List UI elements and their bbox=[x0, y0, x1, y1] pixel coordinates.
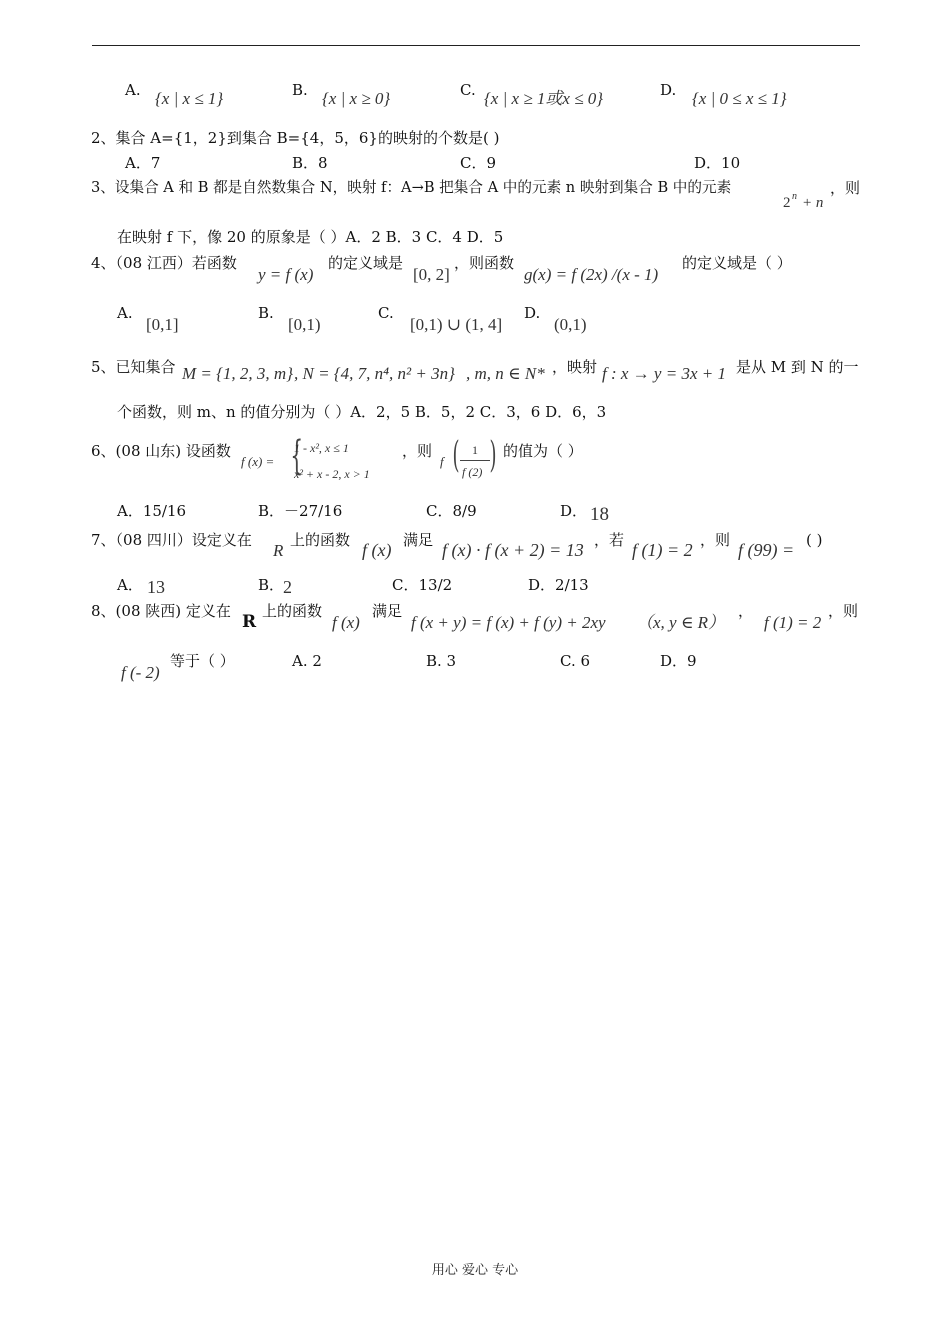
q7-then: ，则 bbox=[700, 531, 731, 549]
q8-equation: f (x + y) = f (x) + f (y) + 2xy bbox=[411, 613, 606, 632]
page-footer: 用心 爱心 专心 bbox=[431, 1263, 519, 1278]
q1-option-b-label: B. bbox=[292, 81, 308, 99]
q1-option-c-value: {x | x ≥ 1或x ≤ 0} bbox=[484, 89, 604, 108]
q6-option-d-label: D． bbox=[560, 502, 588, 520]
q7-option-d: D．2/13 bbox=[528, 576, 589, 594]
q5-set-m: M = {1, 2, 3, m} bbox=[182, 364, 294, 383]
q6-option-d-value: 18 bbox=[590, 504, 609, 525]
q7-answer-paren: ( ) bbox=[806, 531, 823, 549]
q4-option-c-label: C. bbox=[378, 304, 394, 322]
q4-question-end: 的定义域是（ ） bbox=[682, 254, 792, 272]
q4-function-f: y = f (x) bbox=[258, 265, 314, 284]
q6-case-1: 1 - x², x ≤ 1 bbox=[294, 441, 349, 455]
q8-given: f (1) = 2 bbox=[764, 613, 822, 632]
q2-option-d: D．10 bbox=[694, 154, 741, 172]
q7-option-b-label: B． bbox=[258, 576, 285, 594]
q8-ask-end: 等于（ ） bbox=[170, 652, 235, 670]
q4-option-d-label: D. bbox=[524, 304, 541, 322]
q8-prefix: 8、(08 陕西) 定义在 bbox=[91, 602, 231, 620]
q4-prefix: 4、（08 江西）若函数 bbox=[91, 254, 237, 272]
q8-fx: f (x) bbox=[332, 613, 360, 632]
q7-if: ，若 bbox=[594, 531, 625, 549]
q6-fraction-bar bbox=[460, 460, 490, 461]
q8-ask: f (- 2) bbox=[121, 663, 160, 682]
q8-option-a: A. 2 bbox=[292, 652, 322, 670]
q3-stem-line1: 3、设集合 A 和 B 都是自然数集合 N，映射 f：A→B 把集合 A 中的元素 n 映射到集合 B 中的元素 bbox=[91, 179, 732, 196]
q4-option-a-label: A. bbox=[117, 304, 133, 322]
q6-fx: f (x) = bbox=[241, 454, 275, 469]
q7-equation: f (x) · f (x + 2) = 13 bbox=[442, 540, 584, 560]
q1-option-c-label: C. bbox=[460, 81, 476, 99]
q5-map-label: ，映射 bbox=[552, 358, 598, 376]
q4-domain-label: 的定义域是 bbox=[328, 254, 404, 272]
q3-expr-tail: + n bbox=[802, 195, 824, 211]
q6-outer-f: f bbox=[440, 454, 444, 469]
q6-left-paren: ( bbox=[452, 435, 460, 476]
q7-option-c: C．13/2 bbox=[392, 576, 453, 594]
q4-option-d-value: (0,1) bbox=[554, 315, 587, 334]
q5-condition: , m, n ∈ N* bbox=[466, 364, 545, 383]
q6-option-c: C．8/9 bbox=[426, 502, 477, 520]
q6-option-a: A．15/16 bbox=[117, 502, 187, 520]
q7-real-set: R bbox=[273, 541, 284, 560]
q7-ask: f (99) = bbox=[738, 540, 795, 560]
q1-option-d-value: {x | 0 ≤ x ≤ 1} bbox=[692, 89, 787, 108]
q4-function-g: g(x) = f (2x) /(x - 1) bbox=[524, 265, 659, 284]
q3-expr-base: 2 bbox=[783, 195, 791, 211]
q7-condition: f (1) = 2 bbox=[632, 540, 693, 560]
q8-option-b: B. 3 bbox=[426, 652, 457, 670]
q1-option-a-label: A. bbox=[125, 81, 141, 99]
q1-option-b-value: {x | x ≥ 0} bbox=[322, 89, 391, 108]
q2-option-a: A．7 bbox=[125, 154, 161, 172]
q5-prefix: 5、已知集合 bbox=[91, 358, 176, 376]
q3-stem-line2: 在映射 f 下，像 20 的原象是（ ）A．2 B．3 C．4 D．5 bbox=[117, 228, 504, 246]
q6-question-end: 的值为（ ） bbox=[503, 442, 583, 460]
q4-option-b-label: B. bbox=[258, 304, 274, 322]
q4-option-b-value: [0,1) bbox=[288, 315, 321, 334]
q8-option-c: C. 6 bbox=[560, 652, 591, 670]
q5-map: f : x → y = 3x + 1 bbox=[602, 364, 726, 383]
q6-brace: { bbox=[290, 433, 304, 479]
q1-option-d-label: D. bbox=[660, 81, 677, 99]
q6-fraction-den: f (2) bbox=[462, 465, 483, 479]
q7-fx: f (x) bbox=[362, 540, 392, 560]
q7-function-label: 上的函数 bbox=[290, 531, 351, 549]
q8-option-d: D．9 bbox=[660, 652, 697, 670]
q4-option-a-value: [0,1] bbox=[146, 315, 179, 334]
q6-option-b: B．－27/16 bbox=[258, 502, 343, 520]
q1-option-a-value: {x | x ≤ 1} bbox=[155, 89, 224, 108]
q6-case-2: x² + x - 2, x > 1 bbox=[294, 467, 370, 481]
q6-right-paren: ) bbox=[489, 435, 497, 476]
q7-prefix: 7、（08 四川）设定义在 bbox=[91, 531, 252, 549]
q7-option-a-value: 13 bbox=[147, 577, 165, 597]
q7-option-b-value: 2 bbox=[283, 577, 292, 597]
q4-then-function: ，则函数 bbox=[454, 254, 515, 272]
q8-condition: （x, y ∈ R） bbox=[636, 613, 726, 632]
q5-stem-line2: 个函数，则 m、n 的值分别为（ ）A．2，5 B．5，2 C．3，6 D．6，3 bbox=[117, 403, 607, 421]
q6-prefix: 6、(08 山东) 设函数 bbox=[91, 442, 231, 460]
q4-domain-value: [0, 2] bbox=[413, 265, 450, 284]
q8-then: ，则 bbox=[828, 602, 859, 620]
q5-set-n: , N = {4, 7, n⁴, n² + 3n} bbox=[294, 364, 455, 383]
q7-option-a-label: A． bbox=[117, 576, 143, 594]
q6-then: ，则 bbox=[402, 442, 433, 460]
q3-stem-end: ，则 bbox=[830, 179, 861, 197]
q6-fraction-num: 1 bbox=[472, 443, 478, 457]
q8-separator: ， bbox=[738, 602, 754, 620]
q7-satisfies: 满足 bbox=[403, 531, 434, 549]
q8-satisfies: 满足 bbox=[372, 602, 403, 620]
header-rule bbox=[92, 45, 860, 46]
q3-expr-exponent: n bbox=[792, 191, 797, 202]
q2-option-b: B．8 bbox=[292, 154, 328, 172]
q4-option-c-value: [0,1) ∪ (1, 4] bbox=[410, 315, 503, 334]
q8-function-label: 上的函数 bbox=[262, 602, 323, 620]
q2-stem: 2、集合 A={1，2}到集合 B={4，5，6}的映射的个数是( ) bbox=[91, 129, 500, 147]
q5-stem-end: 是从 M 到 N 的一 bbox=[736, 358, 859, 376]
q8-real-set: R bbox=[242, 612, 257, 632]
q2-option-c: C．9 bbox=[460, 154, 497, 172]
